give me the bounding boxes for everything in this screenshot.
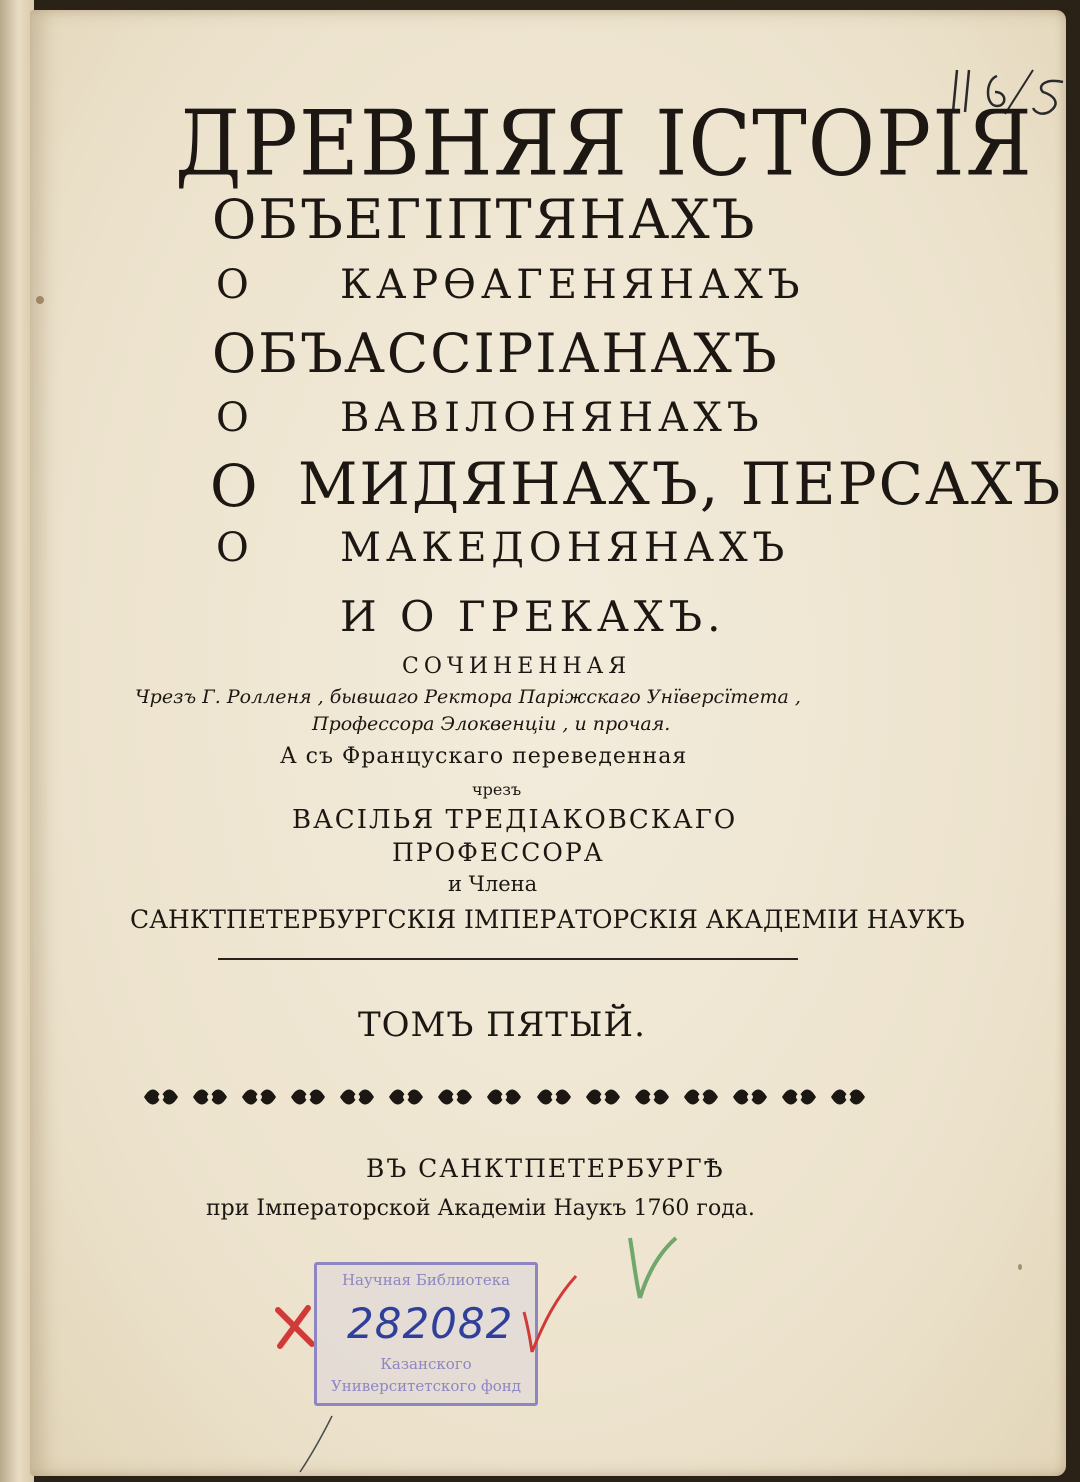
subject-text: МАКЕДОНЯНАХЪ (340, 525, 790, 571)
ornament-icon (731, 1085, 769, 1109)
stamp-number: 282082 (347, 1299, 514, 1348)
ornament-row (142, 1082, 867, 1112)
translated-label: А съ Францускаго переведенная (280, 744, 688, 769)
ornament-icon (780, 1085, 818, 1109)
subject-prep: ОБЪ (212, 188, 345, 251)
subject-prep: О (216, 525, 249, 571)
book-edge (0, 0, 34, 1482)
library-stamp (314, 1262, 538, 1406)
subject-prep: О (210, 452, 258, 520)
paper-spot (36, 296, 44, 304)
subject-text: АССІРІАНАХЪ (344, 322, 779, 385)
subject-text: ЕГІПТЯНАХЪ (344, 188, 757, 251)
red-x-mark (272, 1302, 318, 1350)
ornament-icon (584, 1085, 622, 1109)
ornament-icon (436, 1085, 474, 1109)
ornament-icon (387, 1085, 425, 1109)
stamp-line-3: Университетского фонд (330, 1377, 522, 1395)
ornament-icon (682, 1085, 720, 1109)
page-title: ДРЕВНЯЯ ІСТОРІЯ (175, 92, 1033, 197)
ornament-icon (142, 1085, 180, 1109)
subject-prep: ОБЪ (212, 322, 345, 385)
composed-label: СОЧИНЕННАЯ (402, 654, 632, 679)
ornament-icon (289, 1085, 327, 1109)
title-page (30, 10, 1066, 1476)
pencil-mark (292, 1410, 352, 1480)
member-label: и Члена (448, 872, 538, 896)
red-check-mark (520, 1272, 580, 1362)
ornament-icon (829, 1085, 867, 1109)
volume-label: ТОМЪ ПЯТЫЙ. (358, 1005, 646, 1045)
ornament-icon (633, 1085, 671, 1109)
ornament-icon (338, 1085, 376, 1109)
author-line-1: Чрезъ Г. Ролленя , бывшаго Ректора Паріжскаго Унїверсїтета , (135, 686, 801, 708)
subject-text: И О ГРЕКАХЪ. (340, 592, 726, 641)
subject-prep: О (216, 395, 249, 441)
imprint-line: при Імператорской Академіи Наукъ 1760 года. (206, 1196, 755, 1221)
imprint-city: ВЪ САНКТПЕТЕРБУРГѢ (366, 1154, 725, 1183)
subject-prep: О (216, 262, 249, 308)
subject-text: ВАВІЛОНЯНАХЪ (340, 395, 764, 441)
ornament-icon (485, 1085, 523, 1109)
divider-rule (218, 958, 798, 960)
green-check-mark (620, 1232, 680, 1302)
ornament-icon (240, 1085, 278, 1109)
stamp-line-2: Казанского (380, 1355, 472, 1373)
paper-spot (1018, 1264, 1022, 1270)
translator-name: ВАСІЛЬЯ ТРЕДІАКОВСКАГО (292, 805, 738, 835)
through-label: чрезъ (472, 780, 522, 799)
academy-name: САНКТПЕТЕРБУРГСКІЯ ІМПЕРАТОРСКІЯ АКАДЕМІИ НАУКЪ (130, 905, 965, 934)
translator-position: ПРОФЕССОРА (392, 838, 605, 867)
ornament-icon (191, 1085, 229, 1109)
stamp-line-1: Научная Библиотека (341, 1271, 511, 1289)
subject-text: КАРѲАГЕНЯНАХЪ (340, 262, 805, 308)
author-line-2: Профессора Элоквенціи , и прочая. (312, 713, 671, 735)
subject-text: МИДЯНАХЪ, ПЕРСАХЪ (298, 450, 1063, 518)
ornament-icon (535, 1085, 573, 1109)
